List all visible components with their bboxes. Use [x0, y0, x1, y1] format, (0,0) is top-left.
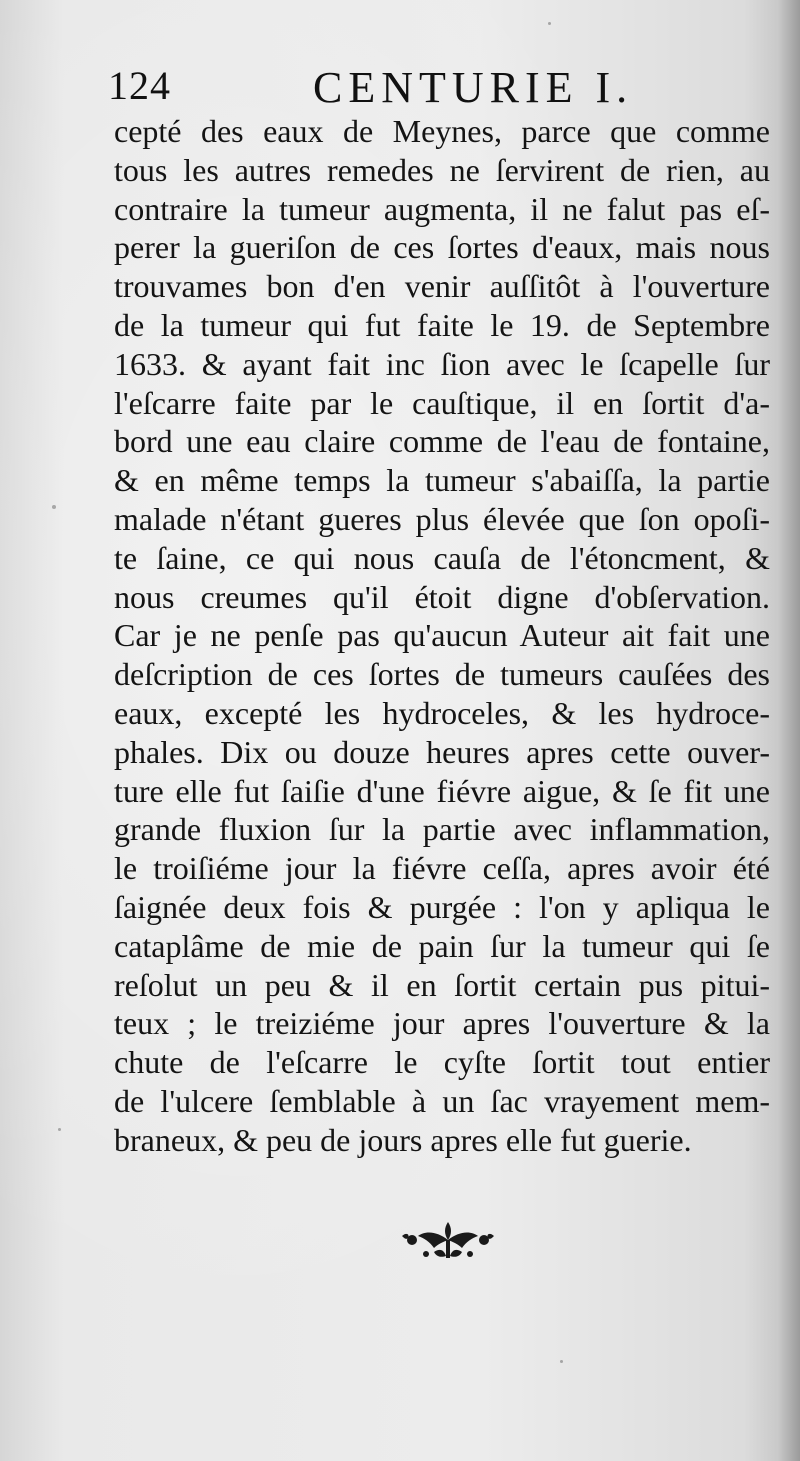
text-line: tous les autres remedes ne ſervirent de rien, au: [114, 151, 770, 188]
text-line: te ſaine, ce qui nous cauſa de l'étoncment, &: [114, 539, 770, 576]
body-text: [114, 112, 770, 1160]
text-line: teux ; le treiziéme jour apres l'ouverture & la: [114, 1005, 770, 1042]
binding-shadow: [778, 0, 800, 1461]
text-line: Car je ne penſe pas qu'aucun Auteur ait fait une: [114, 617, 770, 654]
text-line: perer la gueriſon de ces ſortes d'eaux, mais nous: [114, 229, 770, 266]
text-line: grande fluxion ſur la partie avec inflammation,: [114, 811, 770, 848]
text-line: eaux, excepté les hydroceles, & les hydroce-: [114, 694, 770, 731]
text-line: malade n'étant gueres plus élevée que ſon opoſi-: [114, 500, 770, 537]
text-line: reſolut un peu & il en ſortit certain pus pitui-: [114, 966, 770, 1003]
paper-speck: [560, 1360, 563, 1363]
text-line: deſcription de ces ſortes de tumeurs cauſées des: [114, 656, 770, 693]
text-line: contraire la tumeur augmenta, il ne falut pas eſ-: [114, 190, 770, 227]
text-line: phales. Dix ou douze heures apres cette ouver-: [114, 733, 770, 770]
text-line: de l'ulcere ſemblable à un ſac vrayement mem-: [114, 1082, 770, 1119]
paper-speck: [52, 505, 56, 509]
text-line: ture elle fut ſaiſie d'une fiévre aigue, & ſe fit une: [114, 772, 770, 809]
text-line: trouvames bon d'en venir auſſitôt à l'ouverture: [114, 268, 770, 305]
text-line: le troiſiéme jour la fiévre ceſſa, apres avoir été: [114, 850, 770, 887]
text-line: cataplâme de mie de pain ſur la tumeur qui ſe: [114, 927, 770, 964]
text-line: braneux, & peu de jours apres elle fut guerie.: [114, 1121, 692, 1158]
text-line: & en même temps la tumeur s'abaiſſa, la partie: [114, 462, 770, 499]
fleuron-ornament-icon: [398, 1218, 498, 1262]
text-line: chute de l'eſcarre le cyſte ſortit tout entier: [114, 1044, 770, 1081]
text-line: de la tumeur qui fut faite le 19. de Septembre: [114, 306, 770, 343]
text-line: 1633. & ayant fait inc ſion avec le ſcapelle ſur: [114, 345, 770, 382]
page-number: 124: [108, 63, 171, 108]
text-line: l'eſcarre faite par le cauſtique, il en ſortit d'a-: [114, 384, 770, 421]
text-line: nous creumes qu'il étoit digne d'obſervation.: [114, 578, 770, 615]
paper-speck: [58, 1128, 61, 1131]
paper-speck: [548, 22, 551, 25]
text-line: bord une eau claire comme de l'eau de fontaine,: [114, 423, 770, 460]
text-line: ſaignée deux fois & purgée : l'on y apliqua le: [114, 888, 770, 925]
running-title: CENTURIE I.: [313, 63, 634, 112]
text-line: cepté des eaux de Meynes, parce que comme: [114, 113, 770, 149]
